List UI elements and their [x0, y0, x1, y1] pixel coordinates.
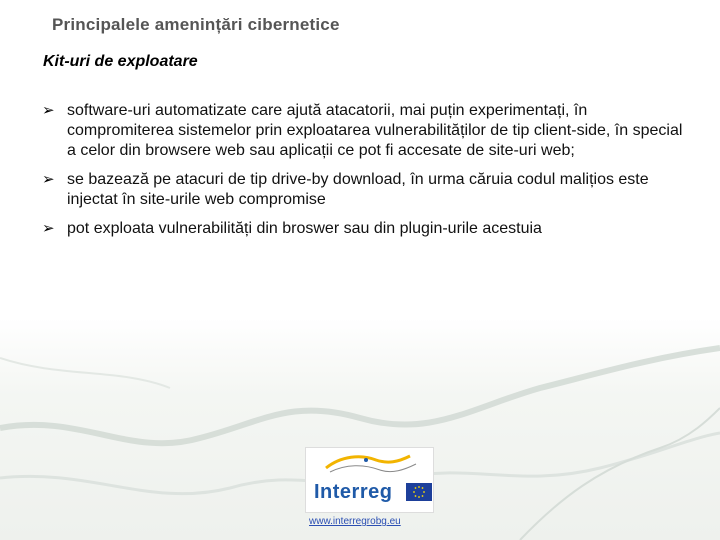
- arrow-bullet-icon: ➢: [42, 102, 55, 119]
- eu-flag-icon: [406, 483, 432, 501]
- list-item-text: se bazează pe atacuri de tip drive-by download, în urma căruia codul malițios este injectat în site-urile web compromise: [67, 171, 649, 208]
- interreg-logo: [305, 447, 434, 513]
- interreg-logo-text: Interreg: [314, 481, 393, 503]
- page-title: Principalele amenințări cibernetice: [52, 15, 340, 34]
- map-outline-logo-graphic: [306, 448, 433, 482]
- website-link[interactable]: www.interregrobg.eu: [309, 516, 401, 527]
- arrow-bullet-icon: ➢: [42, 220, 55, 237]
- list-item: [42, 219, 692, 239]
- bullet-list: [42, 101, 692, 248]
- list-item: [42, 170, 692, 210]
- list-item-text: software-uri automatizate care ajută atacatorii, mai puțin experimentați, în compromiterea sistemelor prin exploatarea vulnerabilităților de tip client-side, în special a celor din browsere web sau aplicații ce pot fi accesate de site-uri web;: [67, 102, 683, 159]
- list-item-text: pot exploata vulnerabilități din broswer sau din plugin-urile acestuia: [67, 220, 542, 237]
- list-item: [42, 101, 692, 161]
- section-subtitle: Kit-uri de exploatare: [43, 53, 198, 70]
- arrow-bullet-icon: ➢: [42, 171, 55, 188]
